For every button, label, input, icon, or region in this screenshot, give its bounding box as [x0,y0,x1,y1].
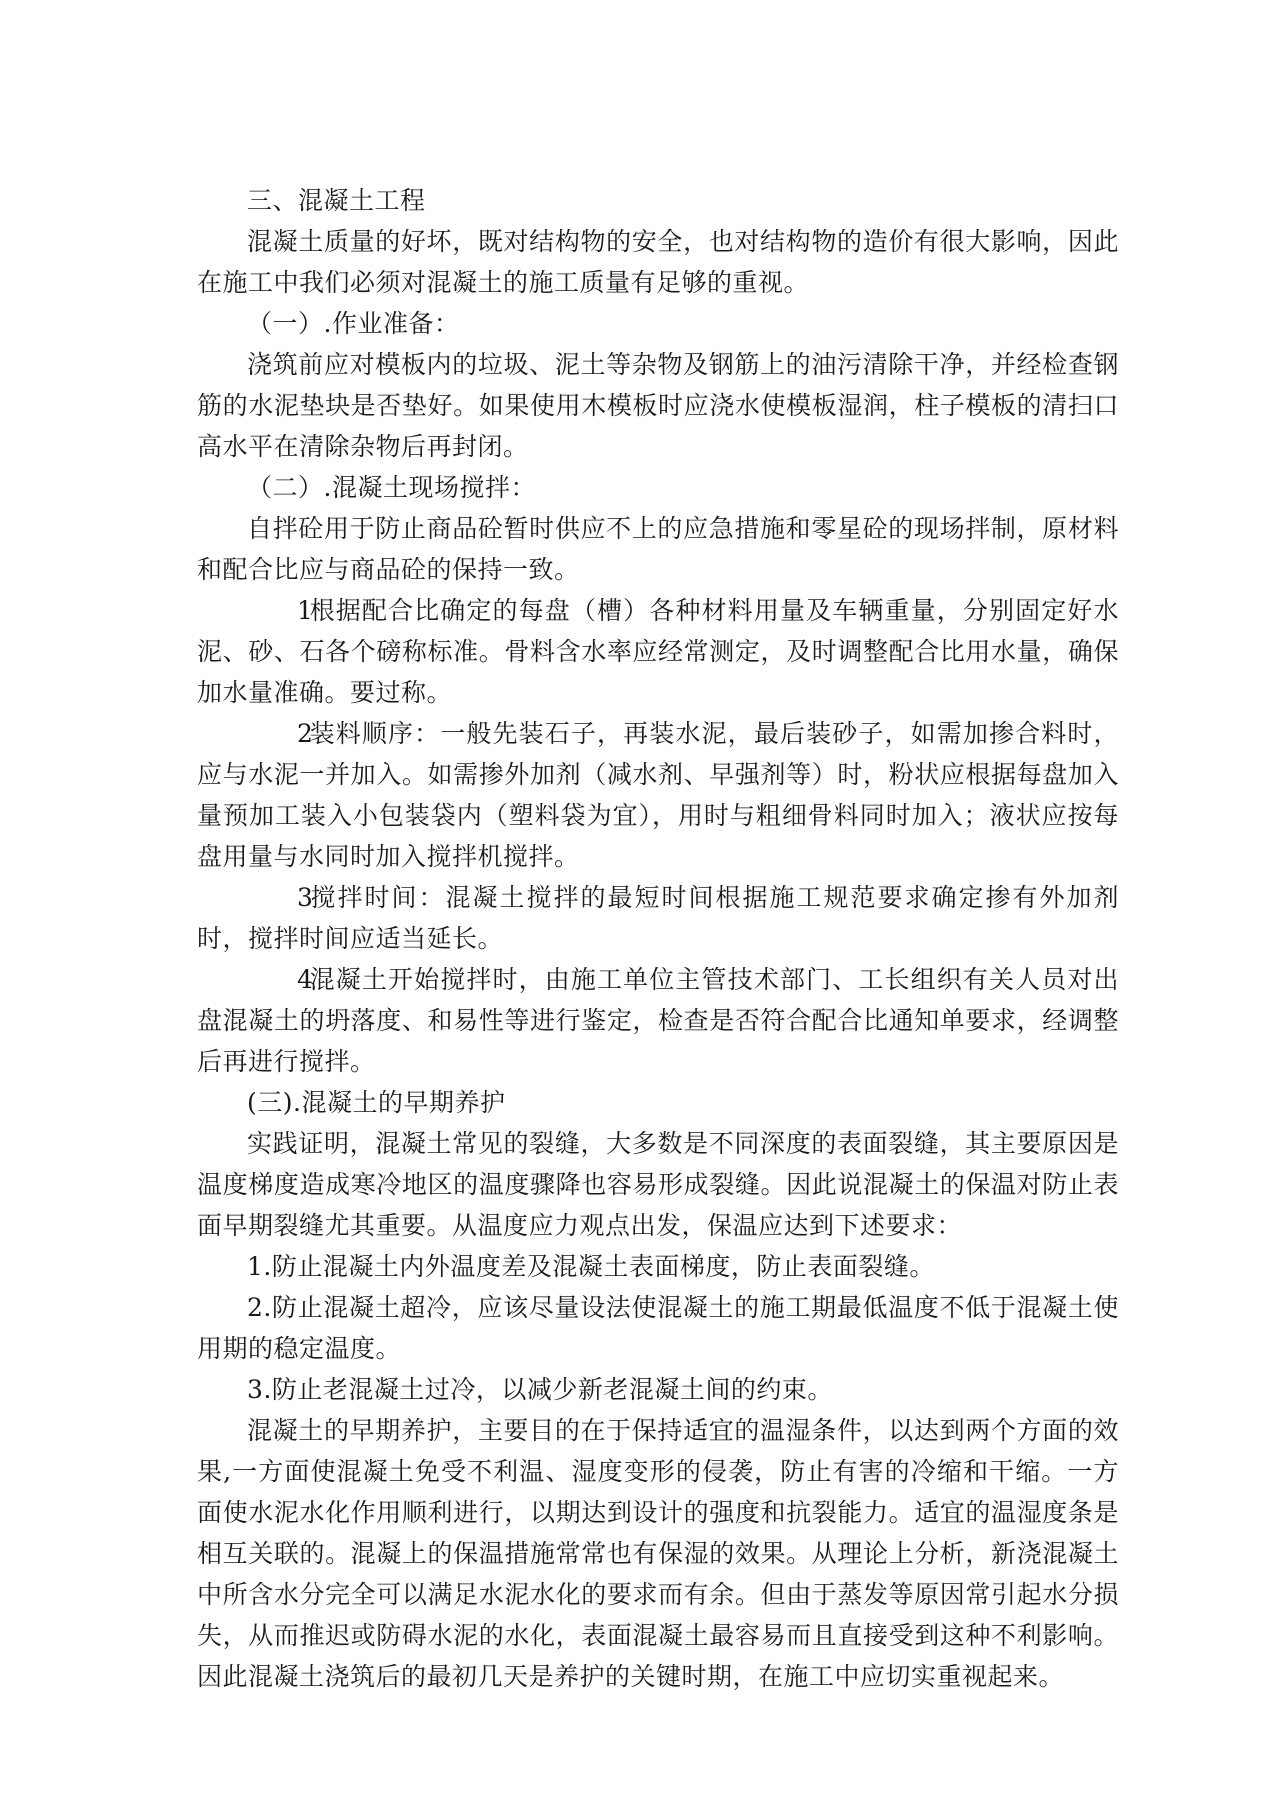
prep-paragraph: 浇筑前应对模板内的垃圾、泥土等杂物及钢筋上的油污清除干净，并经检查钢筋的水泥垫块是否垫好。如果使用木模板时应浇水使模板湿润，柱子模板的清扫口高水平在清除杂物后再封闭。 [197,350,1119,461]
item-number: 2 [297,719,314,748]
intro-paragraph: 混凝土质量的好坏，既对结构物的安全，也对结构物的造价有很大影响，因此在施工中我们必须对混凝土的施工质量有足够的重视。 [197,227,1119,297]
subsection-title-prep: （一）.作业准备： [247,309,460,338]
item-text: 装料顺序：一般先装石子，再装水泥，最后装砂子，如需加掺合料时，应与水泥一并加入。如需掺外加剂（减水剂、早强剂等）时，粉状应根据每盘加入量预加工装入小包装袋内（塑料袋为宜），用时与粗细骨料同时加入；液状应按每盘用量与水同时加入搅拌机搅拌。 [197,719,1119,871]
curing-point-1: 1.防止混凝土内外温度差及混凝土表面梯度，防止表面裂缝。 [247,1252,935,1281]
subsection-title-curing: (三).混凝土的早期养护 [247,1088,506,1117]
mixing-item-1 [197,590,1119,713]
section-heading: 三、混凝土工程 [247,186,426,215]
subsection-title-mixing: （二）.混凝土现场搅拌： [247,473,536,502]
document-body [197,180,1119,1697]
curing-point-3: 3.防止老混凝土过冷，以减少新老混凝土间的约束。 [247,1375,833,1404]
item-number: 3 [297,883,314,912]
item-text: 搅拌时间：混凝土搅拌的最短时间根据施工规范要求确定掺有外加剂时，搅拌时间应适当延长。 [197,883,1119,953]
item-number: 4 [297,965,314,994]
curing-point-2: 2.防止混凝土超冷，应该尽量设法使混凝土的施工期最低温度不低于混凝土使用期的稳定温度。 [197,1293,1119,1363]
mixing-paragraph: 自拌砼用于防止商品砼暂时供应不上的应急措施和零星砼的现场拌制，原材料和配合比应与商品砼的保持一致。 [197,514,1119,584]
item-text: 混凝土开始搅拌时，由施工单位主管技术部门、工长组织有关人员对出盘混凝土的坍落度、和易性等进行鉴定，检查是否符合配合比通知单要求，经调整后再进行搅拌。 [197,965,1119,1076]
item-text: 根据配合比确定的每盘（槽）各种材料用量及车辆重量，分别固定好水泥、砂、石各个磅称标准。骨料含水率应经常测定，及时调整配合比用水量，确保加水量准确。要过称。 [197,596,1119,707]
mixing-item-4 [197,959,1119,1082]
mixing-item-2 [197,713,1119,877]
item-number: 1 [297,596,314,625]
mixing-item-3 [197,877,1119,959]
curing-conclusion: 混凝土的早期养护，主要目的在于保持适宜的温湿条件，以达到两个方面的效果,一方面使混凝土免受不利温、湿度变形的侵袭，防止有害的冷缩和干缩。一方面使水泥水化作用顺利进行，以期达到设计的强度和抗裂能力。适宜的温湿度条是相互关联的。混凝上的保温措施常常也有保湿的效果。从理论上分析，新浇混凝土中所含水分完全可以满足水泥水化的要求而有余。但由于蒸发等原因常引起水分损失，从而推迟或防碍水泥的水化，表面混凝土最容易而且直接受到这种不利影响。因此混凝土浇筑后的最初几天是养护的关键时期，在施工中应切实重视起来。 [197,1416,1119,1691]
curing-paragraph: 实践证明，混凝土常见的裂缝，大多数是不同深度的表面裂缝，其主要原因是温度梯度造成寒冷地区的温度骤降也容易形成裂缝。因此说混凝土的保温对防止表面早期裂缝尤其重要。从温度应力观点出发，保温应达到下述要求： [197,1129,1119,1240]
